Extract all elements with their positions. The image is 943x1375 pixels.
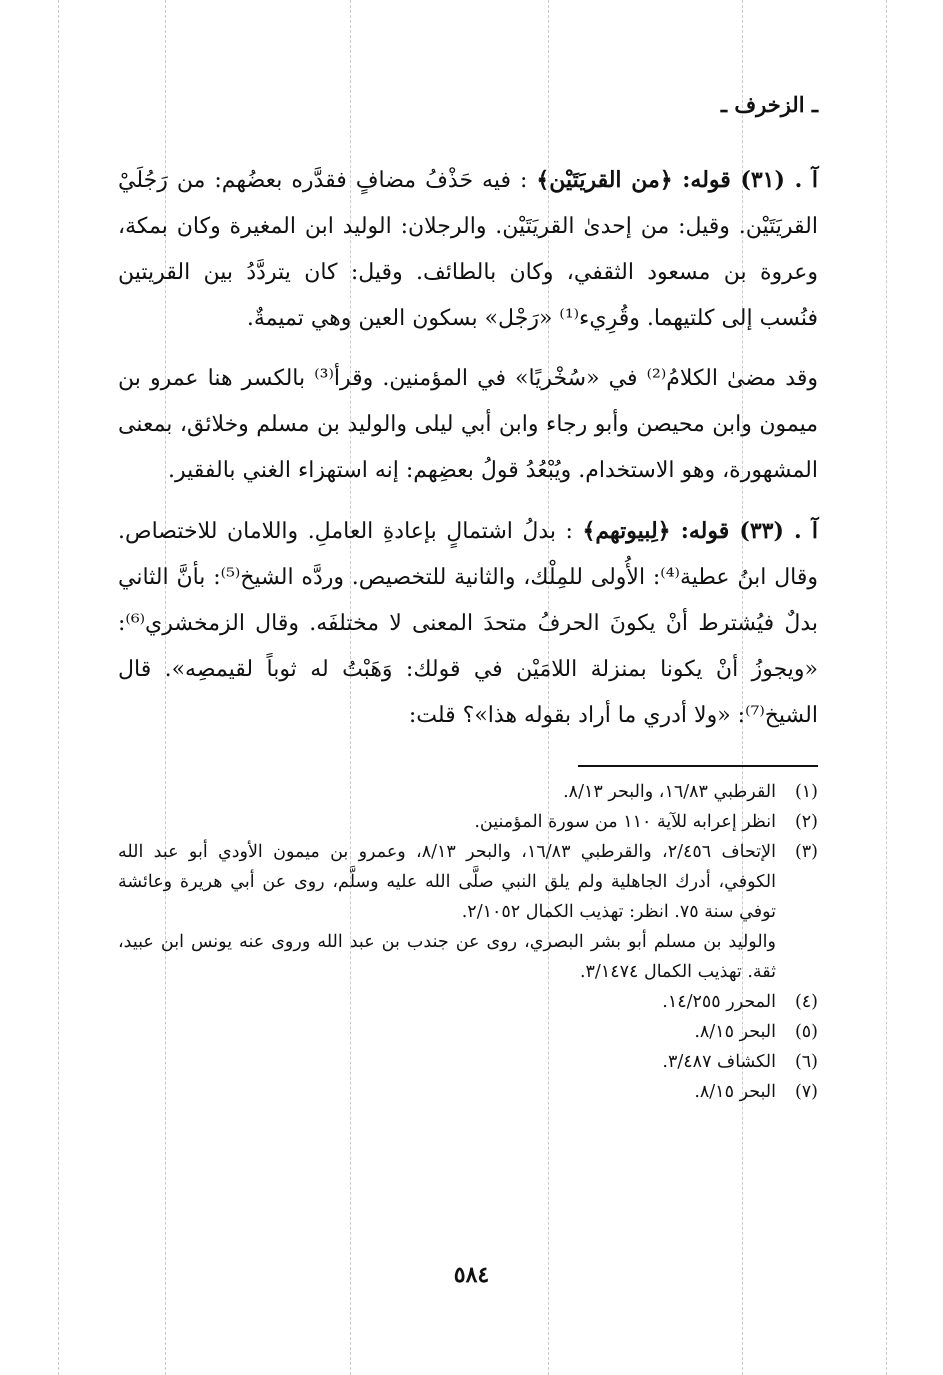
footnote <box>118 1017 818 1047</box>
footnote-text: الإتحاف ٢/٤٥٦، والقرطبي ١٦/٨٣، والبحر ٨/١٣، وعمرو بن ميمون الأودي أبو عبد الله الكوفي، أدرك الجاهلية ولم يلق النبي صلَّى الله عليه وسلَّم، روى عن أبي هريرة وعائشة توفي سنة ٧٥. انظر: تهذيب الكمال ٢/١٠٥٢. <box>118 842 777 922</box>
footnote <box>118 837 818 927</box>
footnote-number: (٦) <box>794 1052 818 1072</box>
footnote-text: البحر ٨/١٥. <box>694 1022 776 1042</box>
scan-line <box>58 0 59 1375</box>
footnote-number: (٤) <box>794 992 818 1012</box>
footnote-divider <box>578 765 818 767</box>
scan-line <box>886 0 887 1375</box>
paragraph <box>118 508 818 739</box>
paragraph-text: : بدلُ اشتمالٍ بإعادةِ العاملِ. واللامان للاختصاص. وقال ابنُ عطية⁽⁴⁾: الأُولى للمِلْك، والثانية للتخصيص. وردَّه الشيخ⁽⁵⁾: بأنَّ الثاني بدلٌ فيُشترط أنْ يكونَ الحرفُ متحدَ المعنى لا مختلفَه. وقال الزمخشري⁽⁶⁾: «ويجوزُ أنْ يكونا بمنزلة اللامَيْن في قولك: وَهَبْتُ له ثوباً لقيمصِه». قال الشيخ⁽⁷⁾: «ولا أدري ما أراد بقوله هذا»؟ قلت: <box>118 519 819 728</box>
footnote-text: القرطبي ١٦/٨٣، والبحر ٨/١٣. <box>563 782 776 802</box>
footnote-number: (٣) <box>794 842 818 862</box>
verse-lead: آ . (٣١) قوله: ﴿من القريَتَيْن﴾ <box>536 167 819 193</box>
footnote-text: الكشاف ٣/٤٨٧. <box>662 1052 776 1072</box>
page-number: ٥٨٤ <box>453 1262 490 1288</box>
footnote <box>118 1077 818 1107</box>
footnote-number: (٢) <box>794 812 818 832</box>
running-header: ـ الزخرف ـ <box>720 92 818 117</box>
paragraph-text: وقد مضىٰ الكلامُ⁽²⁾ في «سُخْريًا» في المؤمنين. وقرأ⁽³⁾ بالكسر هنا عمرو بن ميمون وابن محيصن وأبو رجاء وابن أبي ليلى والوليد بن مسلم وخلائق، بمعنى المشهورة، وهو الاستخدام. ويُبْعُدُ قولُ بعضِهم: إنه استهزاء الغني بالفقير. <box>118 366 818 483</box>
footnote-number: (٧) <box>794 1082 818 1102</box>
footnote-text: المحرر ١٤/٢٥٥. <box>662 992 776 1012</box>
footnote <box>118 987 818 1017</box>
footnote <box>118 1047 818 1077</box>
paragraph <box>118 356 818 494</box>
page-body <box>118 92 818 1107</box>
footnote-number: (٥) <box>794 1022 818 1042</box>
footnote-continuation: والوليد بن مسلم أبو بشر البصري، روى عن جندب بن عبد الله وروى عنه يونس ابن عبيد، ثقة. تهذيب الكمال ٣/١٤٧٤. <box>118 932 776 982</box>
paragraph-text: : فيه حَذْفُ مضافٍ فقدَّره بعضُهم: من رَجُلَيْ القريَتَيْن. وقيل: من إحدىٰ القريَتَيْن. والرجلان: الوليد ابن المغيرة وكان بمكة، وعروة بن مسعود الثقفي، وكان بالطائف. وقيل: كان يتردَّدُ بين القريتين فنُسب إلى كلتيهما. وقُرِيء⁽¹⁾ «رَجْل» بسكون العين وهي تميمةٌ. <box>118 168 818 331</box>
footnote <box>118 807 818 837</box>
verse-lead: آ . (٣٣) قوله: ﴿لِبيوتهم﴾ <box>582 518 819 544</box>
paragraph <box>118 157 818 342</box>
footnote <box>118 777 818 807</box>
footnote-text: انظر إعرابه للآية ١١٠ من سورة المؤمنين. <box>474 812 776 832</box>
footnote-text: البحر ٨/١٥. <box>694 1082 776 1102</box>
footnote-number: (١) <box>794 782 818 802</box>
